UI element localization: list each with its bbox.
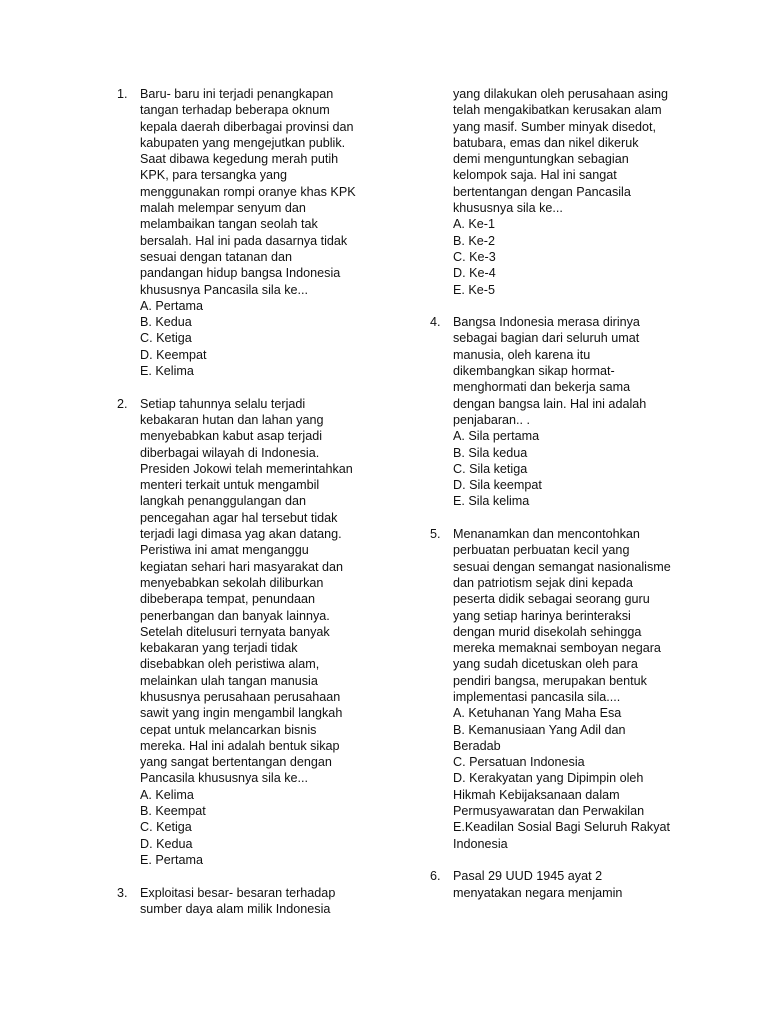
answer-option: D. Sila keempat: [453, 478, 542, 493]
question-body: [453, 868, 720, 901]
question-body: [140, 885, 407, 918]
question-text-line: kebakaran yang terjadi tidak: [140, 641, 298, 656]
question-text-line: mereka memaknai semboyan negara: [453, 641, 661, 656]
question-4: [430, 314, 720, 510]
question-text-line: penerbangan dan banyak lainnya.: [140, 608, 330, 623]
question-text-line: melambaikan tangan seolah tak: [140, 217, 318, 232]
question-number: 5.: [430, 527, 441, 542]
question-text-line: dibeberapa tempat, penundaan: [140, 592, 316, 607]
question-text-line: cepat untuk melancarkan bisnis: [140, 722, 317, 737]
question-3: [117, 885, 407, 918]
question-text-line: khususnya sila ke...: [453, 201, 563, 216]
question-text-line: menyebabkan kabut asap terjadi: [140, 429, 323, 444]
question-body: [140, 86, 407, 379]
question-text-line: Saat dibawa kegedung merah putih: [140, 152, 339, 167]
question-text-line: diberbagai wilayah di Indonesia.: [140, 445, 320, 460]
answer-option: C. Ke-3: [453, 249, 496, 264]
question-text-line: penjabaran.. .: [453, 412, 531, 427]
question-text-line: khususnya perusahaan perusahaan: [140, 689, 341, 704]
question-body: [453, 314, 720, 510]
answer-option: A. Ketuhanan Yang Maha Esa: [453, 706, 622, 721]
answer-option: D. Ke-4: [453, 266, 496, 281]
question-text-line: melainkan ulah tangan manusia: [140, 673, 318, 688]
question-text-line: yang masif. Sumber minyak disedot,: [453, 119, 656, 134]
question-text-line: kelompok saja. Hal ini sangat: [453, 168, 617, 183]
question-text-line: terjadi lagi dimasa yag akan datang.: [140, 527, 342, 542]
question-text-line: kebakaran hutan dan lahan yang: [140, 412, 324, 427]
question-3-continuation: [430, 86, 720, 298]
answer-option: B. Sila kedua: [453, 445, 528, 460]
answer-option: E. Ke-5: [453, 282, 495, 297]
question-text-line: Pancasila khususnya sila ke...: [140, 771, 309, 786]
answer-option: Permusyawaratan dan Perwakilan: [453, 804, 645, 819]
question-text-line: Pasal 29 UUD 1945 ayat 2: [453, 869, 603, 884]
answer-option: E. Pertama: [140, 852, 203, 867]
question-text-line: batubara, emas dan nikel dikeruk: [453, 135, 639, 150]
question-text-line: dengan bangsa lain. Hal ini adalah: [453, 396, 647, 411]
question-gap: [117, 379, 407, 395]
question-text-line: perbuatan perbuatan kecil yang: [453, 543, 630, 558]
question-text-line: sesuai dengan tatanan dan: [140, 249, 292, 264]
answer-option: B. Kemanusiaan Yang Adil dan: [453, 722, 626, 737]
question-text-line: pandangan hidup bangsa Indonesia: [140, 266, 341, 281]
question-text-line: demi menguntungkan sebagian: [453, 152, 629, 167]
question-text-line: tangan terhadap beberapa oknum: [140, 103, 330, 118]
question-text-line: disebabkan oleh peristiwa alam,: [140, 657, 320, 672]
question-text-line: peserta didik sebagai seorang guru: [453, 592, 650, 607]
question-text-line: sebagai bagian dari seluruh umat: [453, 331, 640, 346]
question-number: 6.: [430, 869, 441, 884]
question-text-line: dan patriotism sejak dini kepada: [453, 575, 633, 590]
question-2: [117, 396, 407, 869]
question-1: [117, 86, 407, 379]
question-text-line: dikembangkan sikap hormat-: [453, 364, 615, 379]
answer-option: B. Kedua: [140, 315, 192, 330]
question-text-line: menggunakan rompi oranye khas KPK: [140, 184, 356, 199]
answer-option: C. Ketiga: [140, 820, 192, 835]
question-number: 3.: [117, 885, 128, 900]
question-text-line: kegiatan sehari hari masyarakat dan: [140, 559, 344, 574]
question-text-line: Setelah ditelusuri ternyata banyak: [140, 624, 330, 639]
question-text-line: yang setiap harinya berinteraksi: [453, 608, 631, 623]
question-text-line: langkah penanggulangan dan: [140, 494, 306, 509]
question-text-line: khususnya Pancasila sila ke...: [140, 282, 309, 297]
answer-option: D. Keempat: [140, 347, 207, 362]
question-body: [453, 526, 720, 852]
question-6: [430, 868, 720, 901]
question-text-line: Menanamkan dan mencontohkan: [453, 527, 640, 542]
question-text-line: menyatakan negara menjamin: [453, 885, 623, 900]
question-text-line: manusia, oleh karena itu: [453, 347, 591, 362]
answer-option: B. Ke-2: [453, 233, 495, 248]
question-text-line: telah mengakibatkan kerusakan alam: [453, 103, 662, 118]
answer-option: D. Kerakyatan yang Dipimpin oleh: [453, 771, 644, 786]
answer-option: C. Sila ketiga: [453, 461, 528, 476]
question-text-line: Presiden Jokowi telah memerintahkan: [140, 461, 353, 476]
question-text-line: Exploitasi besar- besaran terhadap: [140, 885, 336, 900]
question-text-line: menteri terkait untuk mengambil: [140, 478, 320, 493]
answer-option: C. Persatuan Indonesia: [453, 755, 585, 770]
question-text-line: dengan murid disekolah sehingga: [453, 624, 642, 639]
answer-option: B. Keempat: [140, 804, 206, 819]
question-text-line: sawit yang ingin mengambil langkah: [140, 706, 343, 721]
question-text-line: Setiap tahunnya selalu terjadi: [140, 396, 306, 411]
question-gap: [430, 852, 720, 868]
question-text-line: sesuai dengan semangat nasionalisme: [453, 559, 671, 574]
question-body: [140, 396, 407, 869]
question-text-line: yang sangat bertentangan dengan: [140, 755, 332, 770]
answer-option: Indonesia: [453, 836, 508, 851]
answer-option: E. Sila kelima: [453, 494, 530, 509]
answer-option: A. Kelima: [140, 787, 194, 802]
question-text-line: bersalah. Hal ini pada dasarnya tidak: [140, 233, 348, 248]
question-gap: [430, 298, 720, 314]
question-text-line: malah melempar senyum dan: [140, 201, 306, 216]
question-gap: [117, 868, 407, 884]
question-text-line: pencegahan agar hal tersebut tidak: [140, 510, 338, 525]
answer-option: E.Keadilan Sosial Bagi Seluruh Rakyat: [453, 820, 671, 835]
question-text-line: yang dilakukan oleh perusahaan asing: [453, 87, 668, 101]
answer-option: Beradab: [453, 738, 501, 753]
question-5: [430, 526, 720, 852]
question-text-line: mereka. Hal ini adalah bentuk sikap: [140, 738, 340, 753]
question-text-line: Peristiwa ini amat menganggu: [140, 543, 309, 558]
answer-option: A. Sila pertama: [453, 429, 540, 444]
answer-option: C. Ketiga: [140, 331, 192, 346]
answer-option: A. Ke-1: [453, 217, 495, 232]
right-column: [430, 86, 720, 901]
answer-option: D. Kedua: [140, 836, 193, 851]
question-text-line: kepala daerah diberbagai provinsi dan: [140, 119, 354, 134]
question-text-line: bertentangan dengan Pancasila: [453, 184, 631, 199]
question-text-line: Bangsa Indonesia merasa dirinya: [453, 315, 640, 330]
question-text-line: Baru- baru ini terjadi penangkapan: [140, 87, 334, 101]
question-text-line: menyebabkan sekolah diliburkan: [140, 575, 324, 590]
answer-option: A. Pertama: [140, 298, 203, 313]
question-text-line: kabupaten yang mengejutkan publik.: [140, 135, 346, 150]
left-column: [117, 86, 407, 917]
answer-option: Hikmah Kebijaksanaan dalam: [453, 787, 620, 802]
question-text-line: menghormati dan bekerja sama: [453, 380, 631, 395]
question-text-line: sumber daya alam milik Indonesia: [140, 901, 331, 916]
question-number: 4.: [430, 315, 441, 330]
question-text-line: yang sudah dicetuskan oleh para: [453, 657, 638, 672]
answer-option: E. Kelima: [140, 364, 194, 379]
question-number: 1.: [117, 87, 128, 101]
question-text-line: implementasi pancasila sila....: [453, 689, 621, 704]
question-text-line: pendiri bangsa, merupakan bentuk: [453, 673, 647, 688]
question-gap: [430, 510, 720, 526]
question-number: 2.: [117, 396, 128, 411]
question-text-line: KPK, para tersangka yang: [140, 168, 288, 183]
